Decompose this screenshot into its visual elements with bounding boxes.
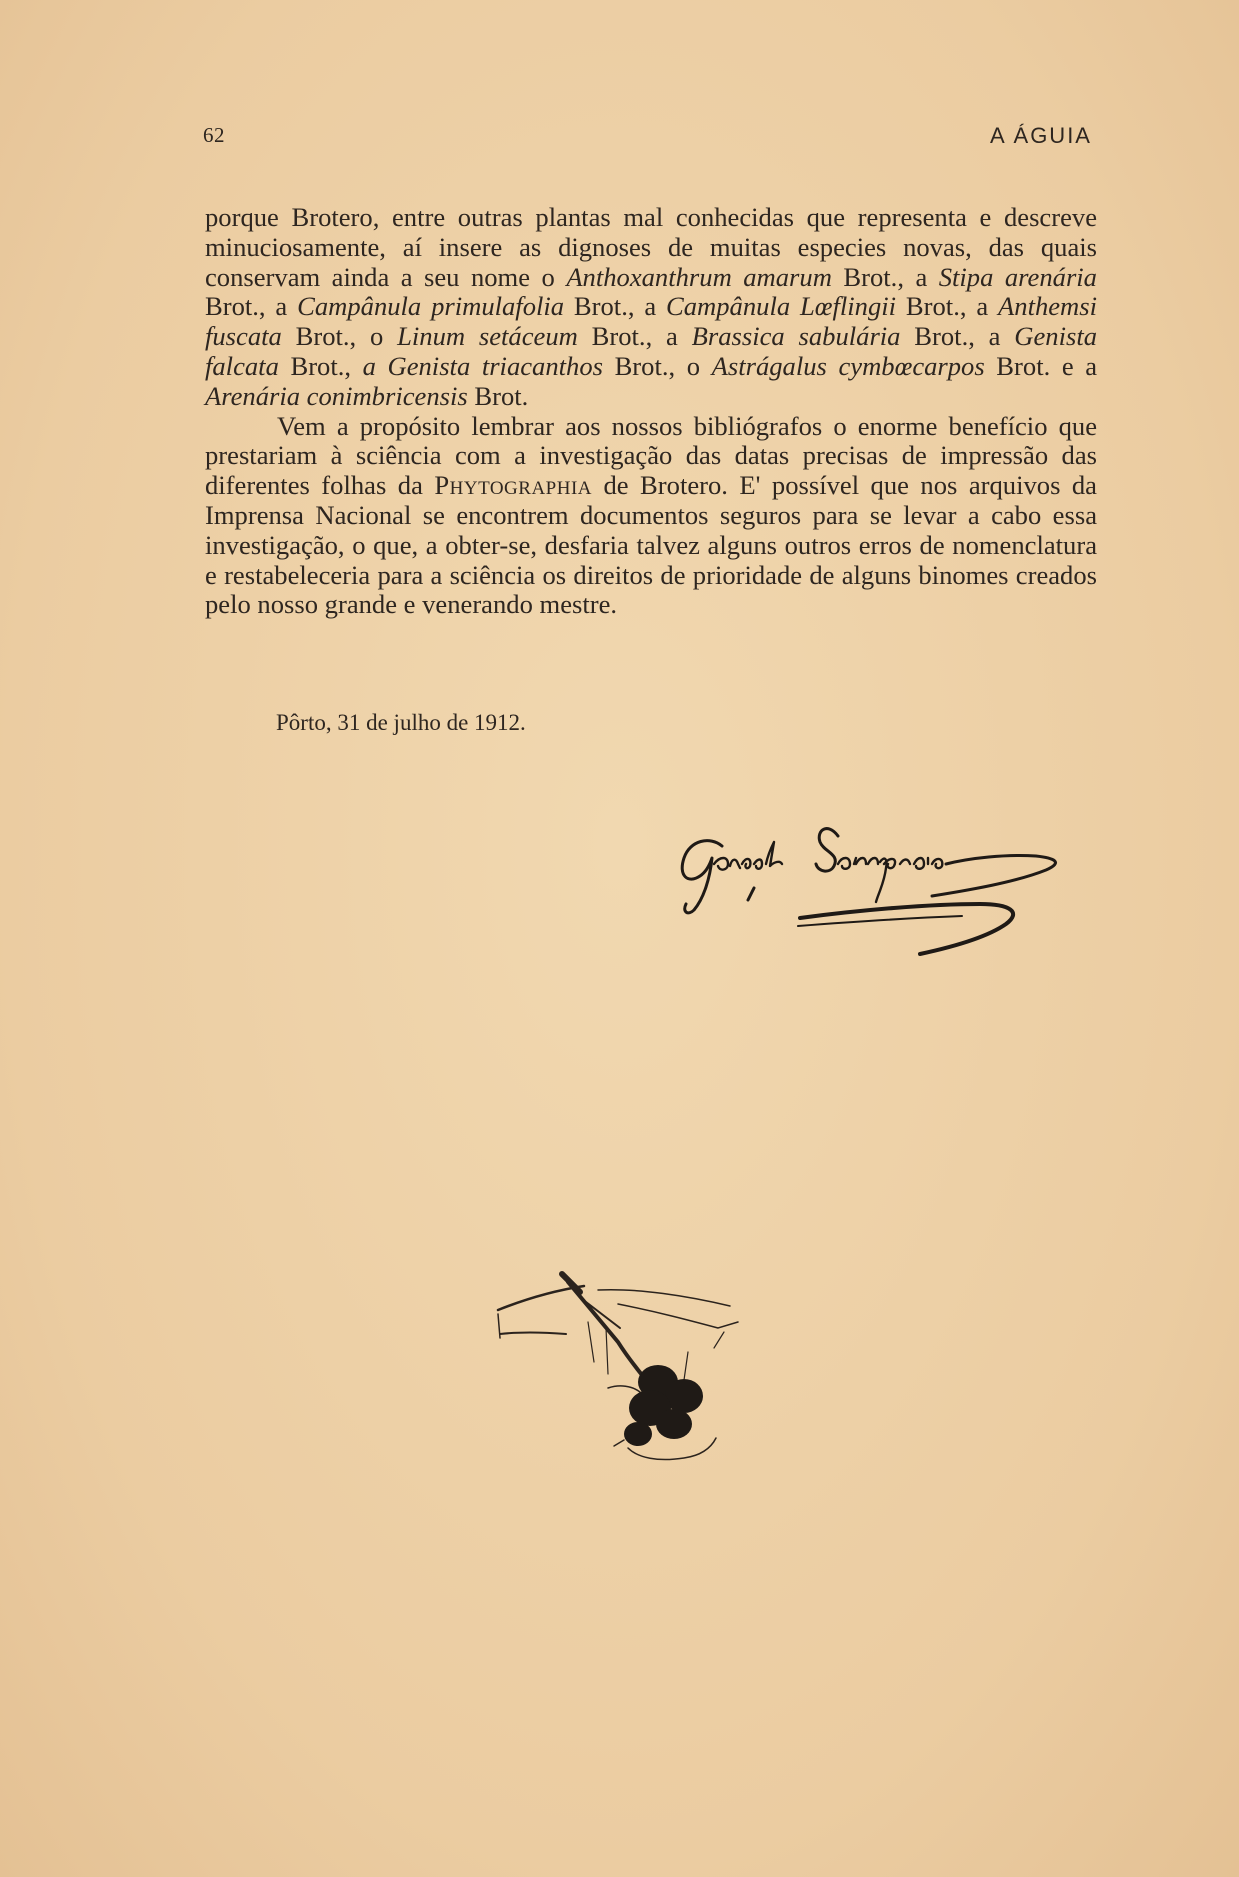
dateline: Pôrto, 31 de julho de 1912. xyxy=(276,710,526,735)
paragraph-1 xyxy=(205,203,1097,412)
species-name: Astrágalus cymbœcarpos xyxy=(711,350,985,381)
page-number: 62 xyxy=(203,123,225,147)
species-name: Stipa arenária xyxy=(938,261,1097,292)
species-name: Campânula primulafolia xyxy=(297,291,565,322)
text-run: Brot., a xyxy=(896,291,999,322)
text-run: Brot., a xyxy=(564,291,667,322)
species-name: Campânula Lœflingii xyxy=(666,291,897,322)
text-run: Brot., a xyxy=(900,321,1015,352)
species-name: Linum setáceum xyxy=(397,321,578,352)
text-run: Brot. e a xyxy=(984,350,1098,381)
text-run: Brot., a xyxy=(831,261,939,292)
running-head: A ÁGUIA xyxy=(989,123,1092,148)
article-body xyxy=(205,203,1097,620)
species-name: Arenária conimbricensis xyxy=(205,380,468,411)
book-title: Phytographia xyxy=(434,470,593,501)
species-name: Genista falcata xyxy=(205,321,1098,381)
species-name: a Genista triacanthos xyxy=(362,350,603,381)
species-name: Anthemsi fuscata xyxy=(205,291,1098,352)
text-run: Brot., a xyxy=(577,321,692,352)
plant-vignette xyxy=(488,1262,808,1472)
signature xyxy=(670,818,1090,988)
species-name: Brassica sabulária xyxy=(691,321,901,352)
species-name: Anthoxanthrum amarum xyxy=(566,261,832,292)
text-run: Brot., o xyxy=(602,350,712,381)
text-run: Brot., xyxy=(278,350,363,381)
paragraph-2 xyxy=(205,412,1097,621)
text-run: Brot., o xyxy=(281,321,398,352)
text-run: Brot. xyxy=(467,380,529,411)
text-run: Brot., a xyxy=(205,291,298,322)
text-run: Vem a propósito lembrar aos nossos bibliógrafos o enorme benefício que prestariam à sciência com a investigação das datas precisas de impressão das diferentes folhas da xyxy=(205,410,1097,501)
text-run: de Brotero. E' possível que nos arquivos da Imprensa Nacional se encontrem documentos seguros para se levar a cabo essa investigação, o que, a obter-se, desfaria talvez alguns outros erros de nomenclatura e restabeleceria para a sciência os direitos de prioridade de alguns binomes creados pelo nosso grande e venerando mestre. xyxy=(205,470,1097,620)
text-run: porque Brotero, entre outras plantas mal conhecidas que representa e descreve minuciosamente, aí insere as dignoses de muitas especies novas, das quais conservam ainda a seu nome o xyxy=(205,202,1097,292)
